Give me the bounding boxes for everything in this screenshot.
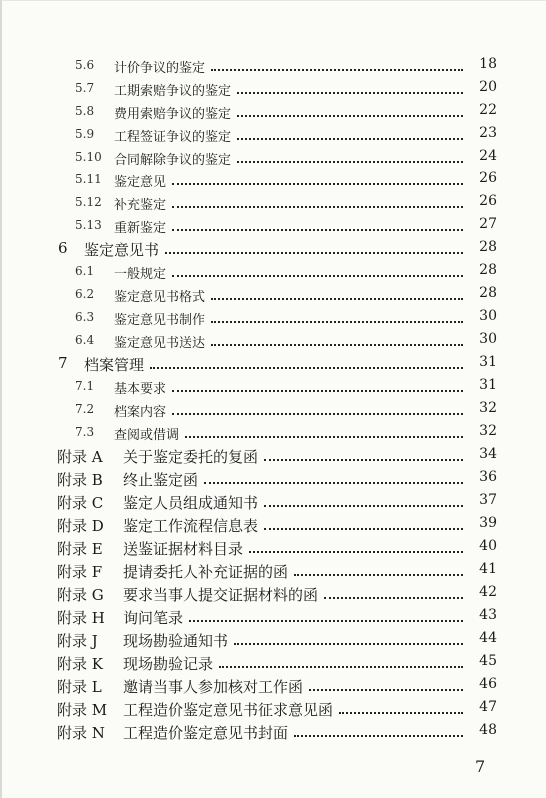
toc-entry-title: 档案管理 — [84, 356, 145, 374]
toc-entry-page: 40 — [479, 538, 497, 554]
toc-leader-dots — [211, 55, 463, 71]
toc-entry-number: 5.7 — [75, 81, 95, 95]
toc-entry-title: 工期索赔争议的鉴定 — [114, 84, 232, 99]
toc-entry[interactable] — [0, 514, 546, 536]
toc-entry[interactable] — [0, 169, 546, 191]
toc-entry-title: 提请委托人补充证据的函 — [123, 563, 289, 581]
toc-leader-dots — [165, 238, 463, 254]
toc-entry-number: 6.4 — [75, 333, 95, 347]
toc-entry[interactable] — [0, 330, 546, 352]
toc-entry-number: 6.2 — [75, 287, 95, 301]
toc-entry-page: 45 — [479, 653, 497, 669]
toc-entry-title: 一般规定 — [114, 267, 167, 282]
toc-entry-page: 31 — [479, 377, 497, 393]
toc-entry-page: 43 — [479, 607, 497, 623]
toc-entry-number: 5.8 — [75, 104, 95, 118]
toc-entry[interactable] — [0, 606, 546, 628]
toc-entry-number: 5.6 — [75, 58, 95, 72]
toc-entry-page: 37 — [479, 492, 497, 508]
toc-entry[interactable] — [0, 55, 546, 77]
toc-entry[interactable] — [0, 147, 546, 169]
toc-entry[interactable] — [0, 192, 546, 214]
toc-leader-dots — [219, 652, 463, 668]
toc-leader-dots — [237, 147, 463, 163]
toc-entry-number: 7.2 — [75, 402, 95, 416]
toc-entry[interactable] — [0, 445, 546, 467]
toc-entry-page: 32 — [479, 400, 497, 416]
toc-entry-page: 41 — [479, 561, 497, 577]
toc-entry-page: 28 — [479, 239, 497, 255]
toc-entry-number: 5.9 — [75, 127, 95, 141]
toc-entry-page: 39 — [479, 515, 497, 531]
toc-entry-number: 附录 A — [57, 448, 103, 466]
toc-leader-dots — [237, 78, 463, 94]
toc-leader-dots — [234, 629, 463, 645]
toc-entry-title: 鉴定意见书送达 — [114, 336, 206, 351]
toc-entry-number: 附录 K — [57, 655, 103, 673]
toc-entry-page: 18 — [479, 56, 497, 72]
toc-entry-number: 7.1 — [75, 379, 95, 393]
toc-entry-page: 30 — [479, 331, 497, 347]
toc-entry-page: 48 — [479, 722, 497, 738]
toc-entry-number: 附录 C — [57, 494, 104, 512]
toc-entry[interactable] — [0, 422, 546, 444]
toc-leader-dots — [150, 353, 463, 369]
toc-entry-title: 要求当事人提交证据材料的函 — [123, 586, 319, 604]
toc-entry-number: 附录 F — [57, 563, 103, 581]
toc-entry-page: 24 — [479, 148, 497, 164]
toc-entry-number: 附录 L — [57, 678, 102, 696]
toc-entry-title: 计价争议的鉴定 — [114, 61, 206, 76]
toc-entry[interactable] — [0, 238, 546, 260]
toc-entry-title: 补充鉴定 — [114, 198, 167, 213]
toc-entry-title: 询问笔录 — [123, 609, 184, 627]
toc-leader-dots — [249, 537, 463, 553]
toc-entry-title: 费用索赔争议的鉴定 — [114, 107, 232, 122]
toc-entry-title: 查阅或借调 — [114, 428, 180, 443]
toc-entry-page: 42 — [479, 584, 497, 600]
toc-leader-dots — [172, 192, 463, 208]
toc-entry-title: 鉴定意见 — [114, 175, 167, 190]
toc-entry-page: 28 — [479, 262, 497, 278]
toc-entry-title: 鉴定人员组成通知书 — [123, 494, 259, 512]
toc-entry-number: 6.1 — [75, 264, 95, 278]
toc-entry-page: 30 — [479, 308, 497, 324]
toc-entry-page: 44 — [479, 630, 497, 646]
toc-leader-dots — [185, 422, 463, 438]
toc-entry[interactable] — [0, 468, 546, 490]
toc-entry-number: 附录 D — [57, 517, 104, 535]
toc-entry-number: 5.13 — [75, 218, 102, 232]
toc-entry[interactable] — [0, 215, 546, 237]
toc-leader-dots — [211, 284, 463, 300]
toc-leader-dots — [294, 721, 463, 737]
toc-entry-page: 27 — [479, 216, 497, 232]
toc-entry-title: 现场勘验记录 — [123, 655, 214, 673]
toc-leader-dots — [264, 491, 463, 507]
toc-entry-title: 鉴定意见书格式 — [114, 290, 206, 305]
toc-entry-number: 5.12 — [75, 195, 102, 209]
toc-entry-title: 工程造价鉴定意见书封面 — [123, 724, 289, 742]
toc-entry[interactable] — [0, 101, 546, 123]
toc-leader-dots — [237, 124, 463, 140]
toc-entry[interactable] — [0, 376, 546, 398]
toc-leader-dots — [237, 101, 463, 117]
toc-entry-title: 工程造价鉴定意见书征求意见函 — [123, 701, 334, 719]
toc-entry-number: 附录 N — [57, 724, 105, 742]
toc-entry[interactable] — [0, 698, 546, 720]
toc-leader-dots — [211, 307, 463, 323]
toc-entry-title: 基本要求 — [114, 382, 167, 397]
toc-entry-title: 重新鉴定 — [114, 221, 167, 236]
toc-entry[interactable] — [0, 721, 546, 743]
toc-entry-page: 28 — [479, 285, 497, 301]
toc-entry[interactable] — [0, 124, 546, 146]
toc-entry[interactable] — [0, 261, 546, 283]
toc-entry-number: 5.10 — [75, 150, 102, 164]
toc-leader-dots — [264, 514, 463, 530]
toc-leader-dots — [294, 560, 463, 576]
toc-leader-dots — [172, 169, 463, 185]
toc-leader-dots — [339, 698, 463, 714]
toc-entry-title: 鉴定工作流程信息表 — [123, 517, 259, 535]
toc-leader-dots — [172, 376, 463, 392]
toc-leader-dots — [324, 583, 463, 599]
toc-entry-page: 32 — [479, 423, 497, 439]
toc-entry[interactable] — [0, 583, 546, 605]
toc-entry-page: 26 — [479, 193, 497, 209]
toc-entry-number: 附录 B — [57, 471, 103, 489]
toc-entry-number: 附录 E — [57, 540, 103, 558]
toc-leader-dots — [189, 606, 463, 622]
toc-entry-page: 26 — [479, 170, 497, 186]
toc-entry-number: 6 — [58, 239, 68, 257]
toc-leader-dots — [172, 399, 463, 415]
toc-entry-number: 附录 H — [57, 609, 105, 627]
toc-entry-title: 送鉴证据材料目录 — [123, 540, 244, 558]
toc-entry-page: 23 — [479, 125, 497, 141]
toc-leader-dots — [264, 445, 463, 461]
toc-entry-number: 附录 G — [57, 586, 104, 604]
toc-entry-title: 工程签证争议的鉴定 — [114, 130, 232, 145]
toc-entry-title: 合同解除争议的鉴定 — [114, 153, 232, 168]
toc-entry[interactable] — [0, 675, 546, 697]
toc-entry-title: 关于鉴定委托的复函 — [123, 448, 259, 466]
page-number: 7 — [475, 757, 486, 776]
toc-entry-title: 现场勘验通知书 — [123, 632, 229, 650]
toc-entry[interactable] — [0, 399, 546, 421]
toc-entry-page: 31 — [479, 354, 497, 370]
toc-entry-number: 6.3 — [75, 310, 95, 324]
toc-entry-page: 34 — [479, 446, 497, 462]
toc-entry-number: 附录 M — [57, 701, 108, 719]
toc-entry-page: 36 — [479, 469, 497, 485]
toc-entry[interactable] — [0, 491, 546, 513]
toc-leader-dots — [172, 215, 463, 231]
toc-entry-page: 47 — [479, 699, 497, 715]
toc-entry-page: 22 — [479, 102, 497, 118]
toc-entry-number: 7 — [58, 354, 68, 372]
toc-entry-number: 7.3 — [75, 425, 95, 439]
toc-entry-number: 附录 J — [57, 632, 98, 650]
toc-entry[interactable] — [0, 560, 546, 582]
toc-leader-dots — [172, 261, 463, 277]
toc-leader-dots — [309, 675, 463, 691]
toc-entry[interactable] — [0, 652, 546, 674]
toc-entry-title: 邀请当事人参加核对工作函 — [123, 678, 304, 696]
toc-entry[interactable] — [0, 78, 546, 100]
toc-leader-dots — [204, 468, 463, 484]
toc-entry-title: 鉴定意见书制作 — [114, 313, 206, 328]
toc-entry[interactable] — [0, 284, 546, 306]
toc-entry-page: 20 — [479, 79, 497, 95]
toc-entry-page: 46 — [479, 676, 497, 692]
toc-entry-title: 鉴定意见书 — [84, 241, 160, 259]
toc-leader-dots — [211, 330, 463, 346]
toc-entry-title: 档案内容 — [114, 405, 167, 420]
toc-entry[interactable] — [0, 353, 546, 375]
toc-entry[interactable] — [0, 537, 546, 559]
toc-entry[interactable] — [0, 629, 546, 651]
toc-entry-number: 5.11 — [75, 172, 102, 186]
toc-entry-title: 终止鉴定函 — [123, 471, 199, 489]
toc-entry[interactable] — [0, 307, 546, 329]
